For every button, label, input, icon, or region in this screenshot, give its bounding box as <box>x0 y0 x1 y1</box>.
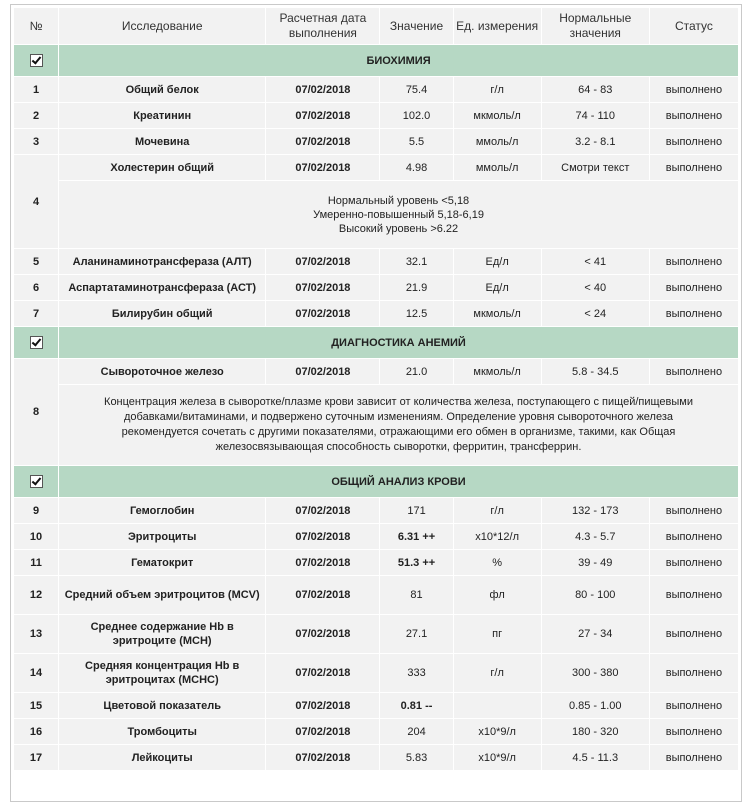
table-row <box>14 719 738 744</box>
row-value: 333 <box>380 654 452 692</box>
table-row <box>14 301 738 326</box>
section-row <box>14 466 738 497</box>
row-date: 07/02/2018 <box>266 301 379 326</box>
row-study: Общий белок <box>59 77 265 102</box>
row-date: 07/02/2018 <box>266 550 379 575</box>
results-table <box>13 7 739 771</box>
row-study: Тромбоциты <box>59 719 265 744</box>
row-value: 81 <box>380 576 452 614</box>
row-status: выполнено <box>650 550 738 575</box>
row-date: 07/02/2018 <box>266 576 379 614</box>
iron-note: Концентрация железа в сывороткe/плазме крови зависит от количества железа, поступающего с пищей/пищевыми добавками/витаминами, и подвержено суточным изменениям. Определение уровня сывороточного железа рекомендуется сочетать с другими показателями, отражающими его обмен в организме, такими, как Общая железосвязывающая способность сыворотки, ферритин, трансферрин. <box>59 385 738 465</box>
section-checkbox-cell[interactable] <box>14 466 58 497</box>
row-value: 0.81 -- <box>380 693 452 718</box>
row-normal: 80 - 100 <box>542 576 649 614</box>
row-num: 15 <box>14 693 58 718</box>
row-value: 204 <box>380 719 452 744</box>
row-study: Эритроциты <box>59 524 265 549</box>
row-unit: x10*9/л <box>454 719 541 744</box>
note-row <box>14 385 738 465</box>
row-value: 27.1 <box>380 615 452 653</box>
row-unit: ммоль/л <box>454 155 541 180</box>
row-normal: 132 - 173 <box>542 498 649 523</box>
section-checkbox[interactable] <box>30 475 43 488</box>
row-normal: 27 - 34 <box>542 615 649 653</box>
row-normal: 5.8 - 34.5 <box>542 359 649 384</box>
row-date: 07/02/2018 <box>266 249 379 274</box>
row-study: Мочевина <box>59 129 265 154</box>
row-date: 07/02/2018 <box>266 498 379 523</box>
row-status: выполнено <box>650 524 738 549</box>
row-normal: 64 - 83 <box>542 77 649 102</box>
row-normal: 4.3 - 5.7 <box>542 524 649 549</box>
section-title: ОБЩИЙ АНАЛИЗ КРОВИ <box>59 466 738 497</box>
row-num: 11 <box>14 550 58 575</box>
section-title: ДИАГНОСТИКА АНЕМИЙ <box>59 327 738 358</box>
row-status: выполнено <box>650 498 738 523</box>
row-unit: мкмоль/л <box>454 359 541 384</box>
row-num: 3 <box>14 129 58 154</box>
row-study: Средний объем эритроцитов (MCV) <box>59 576 265 614</box>
row-date: 07/02/2018 <box>266 77 379 102</box>
row-date: 07/02/2018 <box>266 693 379 718</box>
row-status: выполнено <box>650 301 738 326</box>
col-study: Исследование <box>59 8 265 44</box>
row-value: 12.5 <box>380 301 452 326</box>
row-num: 8 <box>14 359 58 465</box>
row-value: 32.1 <box>380 249 452 274</box>
row-unit: мкмоль/л <box>454 301 541 326</box>
row-value: 6.31 ++ <box>380 524 452 549</box>
row-status: выполнено <box>650 615 738 653</box>
table-row <box>14 155 738 180</box>
table-row <box>14 249 738 274</box>
row-value: 5.83 <box>380 745 452 770</box>
row-num: 7 <box>14 301 58 326</box>
section-checkbox[interactable] <box>30 336 43 349</box>
row-date: 07/02/2018 <box>266 524 379 549</box>
row-num: 1 <box>14 77 58 102</box>
table-row <box>14 498 738 523</box>
row-normal: 4.5 - 11.3 <box>542 745 649 770</box>
row-study: Лейкоциты <box>59 745 265 770</box>
row-value: 5.5 <box>380 129 452 154</box>
col-num: № <box>14 8 58 44</box>
row-unit: x10*12/л <box>454 524 541 549</box>
row-status: выполнено <box>650 155 738 180</box>
row-study: Билирубин общий <box>59 301 265 326</box>
row-normal: < 40 <box>542 275 649 300</box>
row-status: выполнено <box>650 249 738 274</box>
row-unit: фл <box>454 576 541 614</box>
row-study: Цветовой показатель <box>59 693 265 718</box>
row-normal: 180 - 320 <box>542 719 649 744</box>
table-row <box>14 576 738 614</box>
row-num: 12 <box>14 576 58 614</box>
row-status: выполнено <box>650 129 738 154</box>
row-status: выполнено <box>650 103 738 128</box>
section-title: БИОХИМИЯ <box>59 45 738 76</box>
row-normal: 0.85 - 1.00 <box>542 693 649 718</box>
col-status: Статус <box>650 8 738 44</box>
row-normal: < 41 <box>542 249 649 274</box>
section-checkbox-cell[interactable] <box>14 327 58 358</box>
row-study: Аланинаминотрансфераза (АЛТ) <box>59 249 265 274</box>
row-date: 07/02/2018 <box>266 719 379 744</box>
row-status: выполнено <box>650 745 738 770</box>
row-unit: ммоль/л <box>454 129 541 154</box>
row-unit: г/л <box>454 77 541 102</box>
row-unit: г/л <box>454 498 541 523</box>
table-row <box>14 359 738 384</box>
row-normal: Смотри текст <box>542 155 649 180</box>
row-status: выполнено <box>650 77 738 102</box>
cholesterol-note <box>59 181 738 248</box>
row-value: 51.3 ++ <box>380 550 452 575</box>
row-num: 4 <box>14 155 58 248</box>
table-row <box>14 103 738 128</box>
row-num: 6 <box>14 275 58 300</box>
row-normal: 74 - 110 <box>542 103 649 128</box>
row-study: Гематокрит <box>59 550 265 575</box>
row-status: выполнено <box>650 719 738 744</box>
row-unit: % <box>454 550 541 575</box>
row-normal: 3.2 - 8.1 <box>542 129 649 154</box>
table-row <box>14 524 738 549</box>
section-checkbox[interactable] <box>30 54 43 67</box>
note-row <box>14 181 738 248</box>
row-date: 07/02/2018 <box>266 275 379 300</box>
row-normal: 300 - 380 <box>542 654 649 692</box>
table-row <box>14 275 738 300</box>
row-unit: Ед/л <box>454 275 541 300</box>
row-num: 13 <box>14 615 58 653</box>
row-normal: 39 - 49 <box>542 550 649 575</box>
row-num: 2 <box>14 103 58 128</box>
row-unit: x10*9/л <box>454 745 541 770</box>
table-row <box>14 693 738 718</box>
row-status: выполнено <box>650 654 738 692</box>
row-unit: г/л <box>454 654 541 692</box>
col-value: Значение <box>380 8 452 44</box>
row-date: 07/02/2018 <box>266 103 379 128</box>
row-unit: Ед/л <box>454 249 541 274</box>
row-value: 4.98 <box>380 155 452 180</box>
row-num: 16 <box>14 719 58 744</box>
note-line: Нормальный уровень <5,18 <box>327 194 470 207</box>
table-row <box>14 615 738 653</box>
row-num: 5 <box>14 249 58 274</box>
row-num: 14 <box>14 654 58 692</box>
table-row <box>14 129 738 154</box>
row-date: 07/02/2018 <box>266 615 379 653</box>
table-row <box>14 745 738 770</box>
note-line: Умеренно-повышенный 5,18-6,19 <box>313 208 484 221</box>
row-status: выполнено <box>650 576 738 614</box>
section-row <box>14 327 738 358</box>
row-date: 07/02/2018 <box>266 745 379 770</box>
row-study: Аспартатаминотрансфераза (АСТ) <box>59 275 265 300</box>
table-row <box>14 550 738 575</box>
table-header <box>14 8 738 44</box>
row-status: выполнено <box>650 359 738 384</box>
row-date: 07/02/2018 <box>266 129 379 154</box>
row-num: 10 <box>14 524 58 549</box>
table-row <box>14 654 738 692</box>
row-status: выполнено <box>650 693 738 718</box>
col-normal: Нормальные значения <box>542 8 649 44</box>
row-study: Холестерин общий <box>59 155 265 180</box>
note-line: Высокий уровень >6.22 <box>338 222 459 235</box>
row-num: 9 <box>14 498 58 523</box>
table-row <box>14 77 738 102</box>
row-value: 171 <box>380 498 452 523</box>
row-unit: пг <box>454 615 541 653</box>
row-value: 21.0 <box>380 359 452 384</box>
row-num: 17 <box>14 745 58 770</box>
row-unit <box>454 693 541 718</box>
section-checkbox-cell[interactable] <box>14 45 58 76</box>
col-date: Расчетная дата выполнения <box>266 8 379 44</box>
section-row <box>14 45 738 76</box>
row-value: 21.9 <box>380 275 452 300</box>
row-date: 07/02/2018 <box>266 155 379 180</box>
row-value: 75.4 <box>380 77 452 102</box>
row-study: Сывороточное железо <box>59 359 265 384</box>
row-unit: мкмоль/л <box>454 103 541 128</box>
row-status: выполнено <box>650 275 738 300</box>
row-value: 102.0 <box>380 103 452 128</box>
row-study: Креатинин <box>59 103 265 128</box>
row-date: 07/02/2018 <box>266 654 379 692</box>
row-normal: < 24 <box>542 301 649 326</box>
row-study: Гемоглобин <box>59 498 265 523</box>
row-date: 07/02/2018 <box>266 359 379 384</box>
col-unit: Ед. измерения <box>454 8 541 44</box>
row-study: Средняя концентрация Hb в эритроцитах (MCHC) <box>59 654 265 692</box>
row-study: Среднее содержание Hb в эритроците (MCH) <box>59 615 265 653</box>
